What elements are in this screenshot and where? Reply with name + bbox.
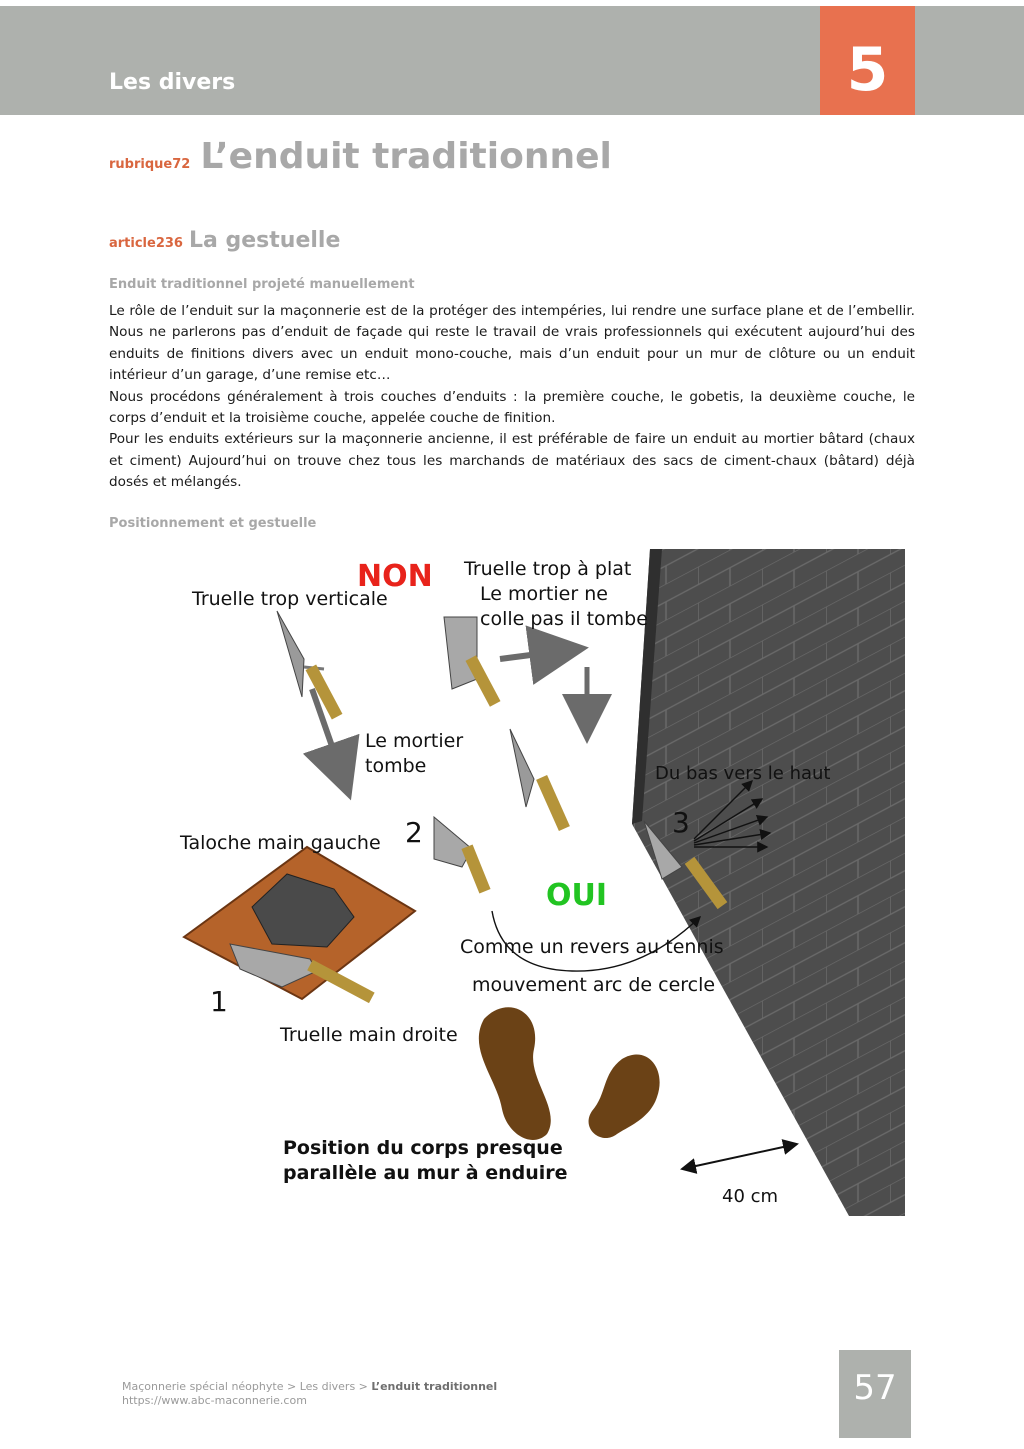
rubrique-tag: rubrique72 — [109, 157, 191, 172]
breadcrumb-separator: > — [355, 1380, 372, 1393]
chapter-number-badge: 5 — [820, 6, 915, 115]
footer-url: https://www.abc-maconnerie.com — [122, 1394, 307, 1407]
mortier-ne-label: Le mortier ne — [480, 583, 608, 605]
gestuelle-illustration — [122, 549, 905, 1216]
parallele-label: parallèle au mur à enduire — [283, 1162, 568, 1184]
section-title: Les divers — [109, 70, 236, 95]
step-3-number: 3 — [672, 806, 690, 839]
breadcrumb-current: L’enduit traditionnel — [371, 1380, 498, 1393]
arc-label: mouvement arc de cercle — [472, 974, 716, 996]
position-label: Position du corps presque — [283, 1137, 563, 1159]
colle-pas-label: colle pas il tombe — [480, 608, 648, 630]
subheading-enduit-projete: Enduit traditionnel projeté manuellement — [109, 277, 415, 292]
breadcrumb-separator: > — [283, 1380, 300, 1393]
footer — [122, 1380, 497, 1408]
non-label: NON — [357, 559, 433, 594]
tombe-label: tombe — [365, 755, 427, 777]
trop-plat-label: Truelle trop à plat — [464, 558, 632, 580]
mortier-tombe-label: Le mortier — [365, 730, 464, 752]
trop-verticale-label: Truelle trop verticale — [192, 588, 388, 610]
article-title: La gestuelle — [188, 228, 341, 253]
rubrique-heading — [109, 136, 612, 177]
truelle-droite-label: Truelle main droite — [280, 1024, 458, 1046]
body-text — [109, 301, 915, 494]
distance-label: 40 cm — [722, 1186, 779, 1207]
article-tag: article236 — [109, 236, 183, 251]
taloche-label: Taloche main gauche — [180, 832, 381, 854]
page-number: 57 — [839, 1350, 911, 1438]
step-1-number: 1 — [210, 985, 228, 1018]
subheading-positionnement: Positionnement et gestuelle — [109, 516, 317, 531]
revers-label: Comme un revers au tennis — [460, 936, 724, 958]
breadcrumb-item: Maçonnerie spécial néophyte — [122, 1380, 284, 1393]
step-2-number: 2 — [405, 816, 423, 849]
breadcrumb-item: Les divers — [299, 1380, 356, 1393]
page-title: L’enduit traditionnel — [200, 136, 612, 177]
breadcrumb — [122, 1380, 497, 1394]
paragraph-1: Le rôle de l’enduit sur la maçonnerie est de la protéger des intempéries, lui rendre une surface plane et de l’embellir. Nous ne parlerons pas d’enduit de façade qui reste le travail de vrais professionnels qui exécutent aujourd’hui des enduits de finitions divers avec un enduit mono-couche, mais d’un enduit pour un mur de clôture ou un enduit intérieur d’un garage, d’une remise etc… — [109, 303, 915, 384]
illustration-svg — [122, 549, 905, 1216]
oui-label: OUI — [546, 878, 608, 913]
article-heading — [109, 228, 340, 253]
paragraph-3: Pour les enduits extérieurs sur la maçonnerie ancienne, il est préférable de faire un enduit au mortier bâtard (chaux et ciment) Aujourd’hui on trouve chez tous les marchands de matériaux des sacs de ciment-chaux (bâtard) déjà dosés et mélangés. — [109, 431, 915, 491]
paragraph-2: Nous procédons généralement à trois couches d’enduits : la première couche, le gobetis, la deuxième couche, le corps d’enduit et la troisième couche, appelée couche de finition. — [109, 388, 915, 427]
du-bas-label: Du bas vers le haut — [655, 763, 831, 784]
